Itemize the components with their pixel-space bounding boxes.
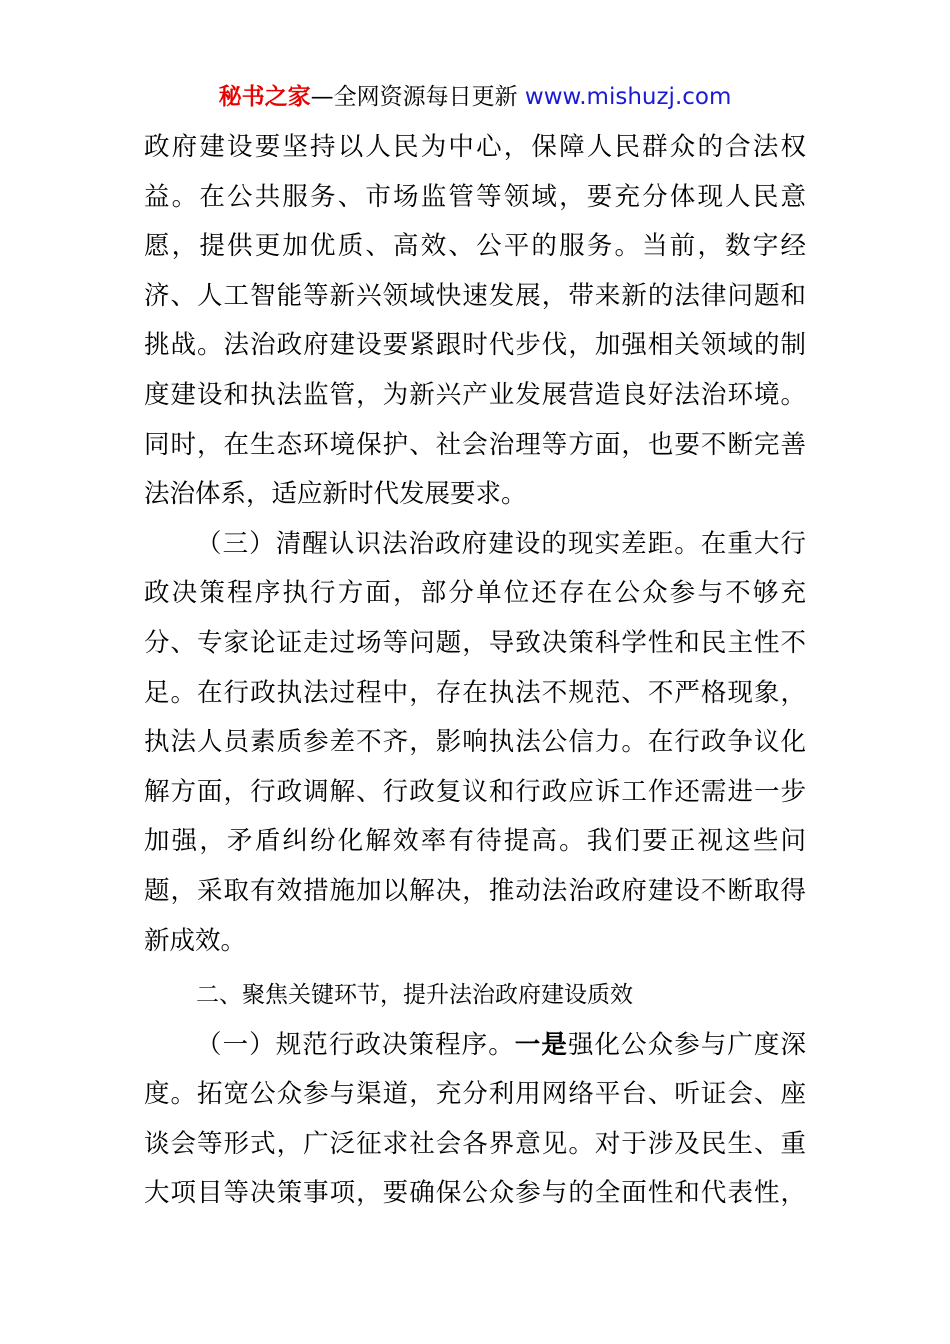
paragraph-line: 解方面，行政调解、行政复议和行政应诉工作还需进一步	[144, 776, 806, 807]
subsection-line	[144, 1021, 806, 1071]
subsection-text: 强化公众参与广度深	[567, 1029, 806, 1060]
paragraph-line: 大项目等决策事项，要确保公众参与的全面性和代表性，	[144, 1178, 806, 1209]
subsection-heading: （一）规范行政决策程序。	[196, 1029, 515, 1060]
paragraph-line: 分、专家论证走过场等问题，导致决策科学性和民主性不	[144, 627, 806, 658]
paragraph-line: 足。在行政执法过程中，存在执法不规范、不严格现象，	[144, 677, 806, 708]
paragraph-line: 愿，提供更加优质、高效、公平的服务。当前，数字经	[144, 231, 806, 262]
paragraph-line: 济、人工智能等新兴领域快速发展，带来新的法律问题和	[144, 280, 806, 311]
paragraph-line: 挑战。法治政府建设要紧跟时代步伐，加强相关领域的制	[144, 330, 806, 361]
site-watermark-header	[0, 80, 950, 114]
paragraph-line: 度。拓宽公众参与渠道，充分利用网络平台、听证会、座	[144, 1079, 806, 1110]
paragraph-line: 加强，矛盾纠纷化解效率有待提高。我们要正视这些问	[144, 826, 806, 857]
paragraph-line: 益。在公共服务、市场监管等领域，要充分体现人民意	[144, 181, 806, 212]
paragraph-line: 执法人员素质参差不齐，影响执法公信力。在行政争议化	[144, 727, 806, 758]
site-tagline: —全网资源每日更新	[310, 84, 518, 110]
document-body	[144, 123, 806, 1219]
bold-marker: 一是	[514, 1029, 568, 1060]
paragraph-line: 同时，在生态环境保护、社会治理等方面，也要不断完善	[144, 429, 806, 460]
paragraph-line: 法治体系，适应新时代发展要求。	[144, 479, 527, 510]
paragraph-line: （三）清醒认识法治政府建设的现实差距。在重大行	[196, 528, 806, 559]
paragraph-line: 政府建设要坚持以人民为中心，保障人民群众的合法权	[144, 132, 806, 162]
paragraph-line: 谈会等形式，广泛征求社会各界意见。对于涉及民生、重	[144, 1128, 806, 1159]
site-url[interactable]: www.mishuzj.com	[524, 84, 732, 110]
section-heading: 二、聚焦关键环节，提升法治政府建设质效	[196, 982, 633, 1009]
paragraph-line: 题，采取有效措施加以解决，推动法治政府建设不断取得	[144, 875, 806, 906]
paragraph-line: 新成效。	[144, 925, 247, 956]
brand-name: 秘书之家	[218, 84, 311, 110]
paragraph-line: 政决策程序执行方面，部分单位还存在公众参与不够充	[144, 578, 806, 609]
paragraph-line: 度建设和执法监管，为新兴产业发展营造良好法治环境。	[144, 379, 806, 410]
